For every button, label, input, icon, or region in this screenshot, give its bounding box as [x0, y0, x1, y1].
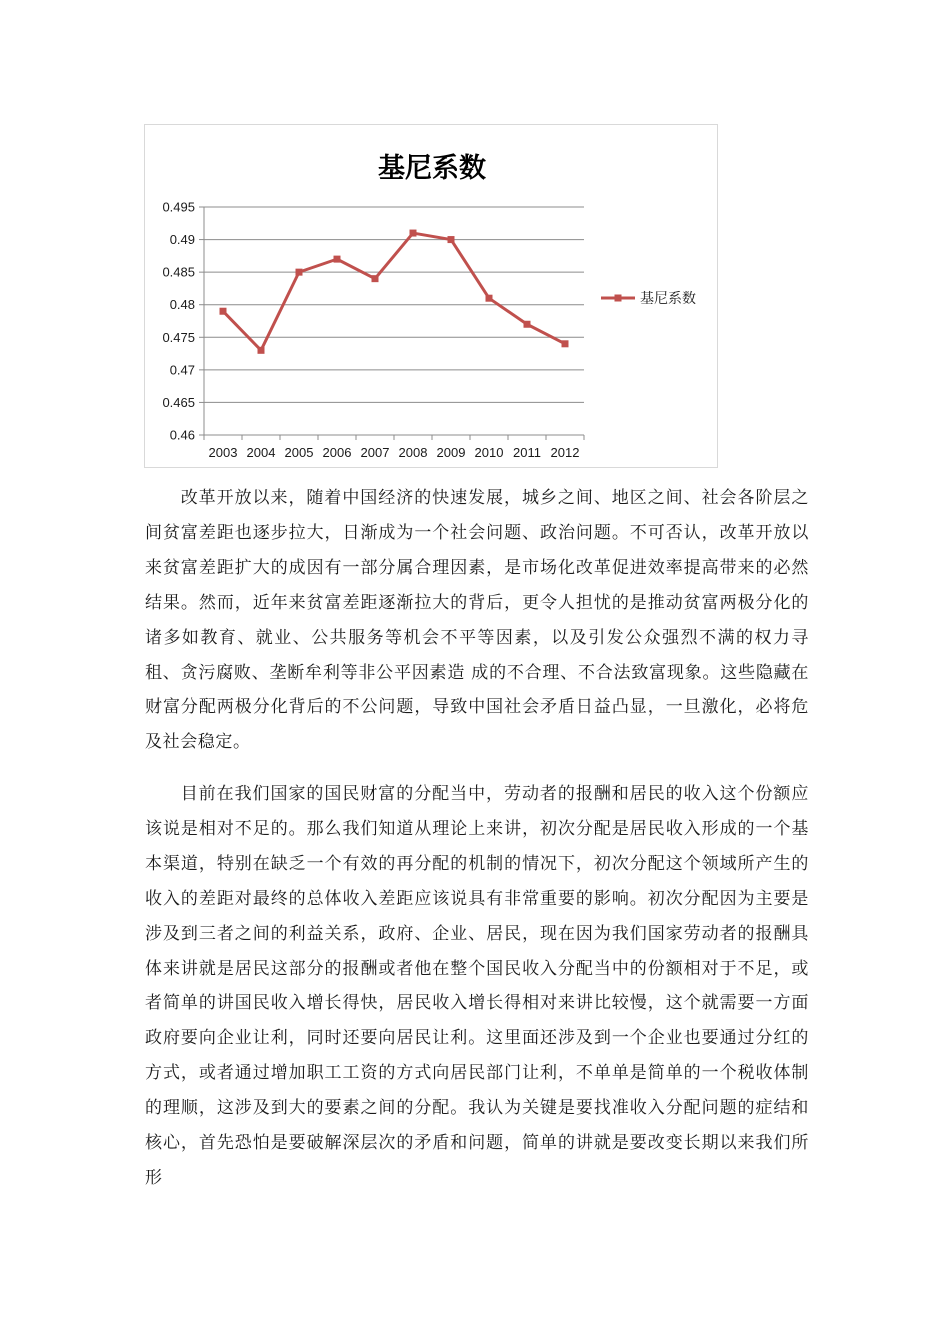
x-tick-label: 2008 — [398, 445, 428, 460]
x-tick-label: 2003 — [208, 445, 238, 460]
data-point — [258, 347, 265, 354]
data-point — [410, 230, 417, 237]
data-point — [220, 308, 227, 315]
y-tick-label: 0.475 — [162, 329, 195, 345]
data-point — [296, 269, 303, 276]
data-point — [486, 295, 493, 302]
data-point — [448, 236, 455, 243]
y-tick-label: 0.46 — [169, 427, 195, 443]
gini-chart — [144, 124, 718, 468]
data-point — [334, 256, 341, 263]
x-tick-label: 2004 — [246, 445, 276, 460]
x-tick-label: 2012 — [550, 445, 580, 460]
data-point — [372, 275, 379, 282]
gini-line-chart — [145, 125, 719, 469]
data-point — [562, 340, 569, 347]
paragraph-2: 目前在我们国家的国民财富的分配当中，劳动者的报酬和居民的收入这个份额应该说是相对不足的。那么我们知道从理论上来讲，初次分配是居民收入形成的一个基本渠道，特别在缺乏一个有效的再分配的机制的情况下，初次分配这个领域所产生的收入的差距对最终的总体收入差距应该说具有非常重要的影响。初次分配因为主要是涉及到三者之间的利益关系，政府、企业、居民，现在因为我们国家劳动者的报酬具体来讲就是居民这部分的报酬或者他在整个国民收入分配当中的份额相对于不足，或者简单的讲国民收入增长得快，居民收入增长得相对来讲比较慢，这个就需要一方面政府要向企业让利，同时还要向居民让利。这里面还涉及到一个企业也要通过分红的方式，或者通过增加职工工资的方式向居民部门让利，不单单是简单的一个税收体制的理顺，这涉及到大的要素之间的分配。我认为关键是要找准收入分配问题的症结和核心，首先恐怕是要破解深层次的矛盾和问题，简单的讲就是要改变长期以来我们所形 — [145, 784, 809, 1188]
legend-label: 基尼系数 — [640, 291, 696, 307]
x-tick-label: 2009 — [436, 445, 466, 460]
x-tick-label: 2007 — [360, 445, 390, 460]
y-tick-label: 0.49 — [169, 232, 195, 248]
y-tick-label: 0.485 — [162, 264, 195, 280]
y-tick-label: 0.465 — [162, 394, 195, 410]
paragraph-1: 改革开放以来，随着中国经济的快速发展，城乡之间、地区之间、社会各阶层之间贫富差距也逐步拉大，日渐成为一个社会问题、政治问题。不可否认，改革开放以来贫富差距扩大的成因有一部分属合理因素，是市场化改革促进效率提高带来的必然结果。然而，近年来贫富差距逐渐拉大的背后，更令人担忧的是推动贫富两极分化的诸多如教育、就业、公共服务等机会不平等因素，以及引发公众强烈不满的权力寻租、贪污腐败、垄断牟利等非公平因素造 成的不合理、不合法致富现象。这些隐藏在财富分配两极分化背后的不公问题，导致中国社会矛盾日益凸显，一旦激化，必将危及社会稳定。 — [145, 488, 809, 753]
x-tick-label: 2006 — [322, 445, 352, 460]
series-line — [223, 233, 565, 350]
data-point — [524, 321, 531, 328]
legend-marker — [615, 295, 622, 302]
chart-title: 基尼系数 — [378, 153, 486, 184]
y-tick-label: 0.47 — [169, 362, 195, 378]
x-tick-label: 2011 — [513, 445, 541, 460]
y-tick-label: 0.48 — [169, 297, 195, 313]
y-tick-label: 0.495 — [162, 199, 195, 215]
x-tick-label: 2010 — [474, 445, 504, 460]
x-tick-label: 2005 — [284, 445, 314, 460]
